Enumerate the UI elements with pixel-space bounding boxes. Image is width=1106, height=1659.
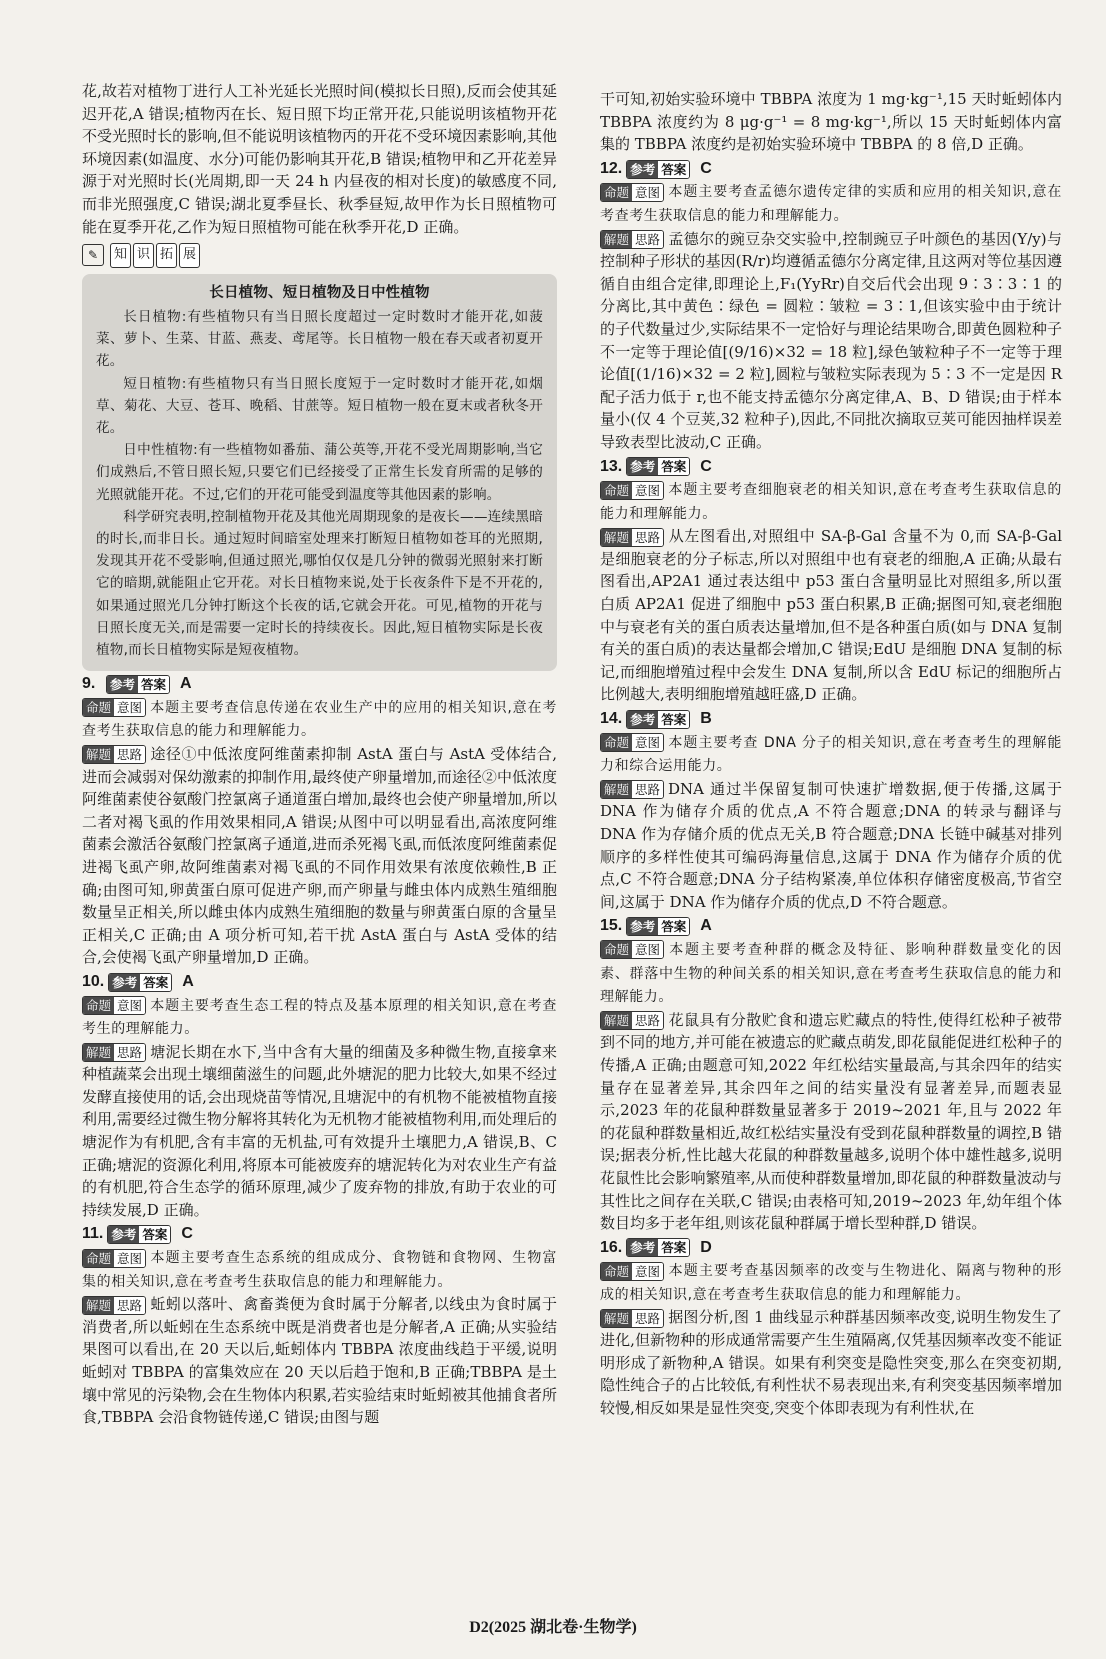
knowledge-paragraph: 长日植物:有些植物只有当日照长度超过一定时数时才能开花,如菠菜、萝卜、生菜、甘蓝、燕麦、鸢尾等。长日植物一般在春天或者初夏开花。 <box>96 308 543 370</box>
knowledge-box-title: 长日植物、短日植物及日中性植物 <box>209 284 430 301</box>
answer-letter: C <box>700 457 712 475</box>
answer-row: 14. 参考 答案 B <box>600 708 1062 731</box>
question-13: 13. 参考 答案 C 命题 意图 本题主要考查细胞衰老的相关知识,意在考查考生获取信息的能力和理解能力。 解题 思路 从左图看出,对照组中 SA-β-Gal 含量不为 0,而 SA-β-Gal 是细胞衰老的分子标志,所以对照组中也有衰老的细胞,A 正确;从最右图看出,AP2A1 通过表达组中 p53 蛋白含量明显比对照组多,所以蛋白质 AP2A1 促进了细胞中 p53 蛋白积累,B 正确;据图可知,衰老细胞中与衰老有关的蛋白质表达量增加,但不是各种蛋白质(如与 DNA 复制有关的蛋白质)的表达量都会增加,C 错误;EdU 是细胞 DNA 复制的标记,而细胞增殖过程中会发生 DNA 复制,所以含 EdU 标记的细胞所占比例越大,表明细胞增殖越旺盛,D 正确。 <box>600 457 1062 704</box>
answer-letter: C <box>181 1225 193 1243</box>
knowledge-box <box>82 274 557 671</box>
answer-row: 9. 参考 答案 A <box>82 673 557 696</box>
knowledge-extension-header <box>82 242 557 268</box>
question-14: 14. 参考 答案 B 命题 意图 本题主要考查 DNA 分子的相关知识,意在考查考生的理解能力和综合运用能力。 解题 思路 DNA 通过半保留复制可快速扩增数据,便于传播,这属于 DNA 作为储存介质的优点,A 不符合题意;DNA 的转录与翻译与 DNA 作为存储介质的优点无关,B 符合题意;DNA 长链中碱基对排列顺序的多样性使其可编码海量信息,这属于 DNA 作为储存介质的优点,C 不符合题意;DNA 分子结构紧凑,单位体积存储密度极高,节省空间,这属于 DNA 作为储存介质的优点,D 不符合题意。 <box>600 710 1062 911</box>
answer-letter: C <box>700 159 712 177</box>
right-column <box>600 88 1062 1419</box>
knowledge-extension-label: 知 识 拓 展 <box>110 242 202 268</box>
question-16: 16. 参考 答案 D 命题 意图 本题主要考查基因频率的改变与生物进化、隔离与物种的形成的相关知识,意在考查考生获取信息的能力和理解能力。 解题 思路 据图分析,图 1 曲线显示种群基因频率改变,说明生物发生了进化,但新物种的形成通常需要产生生殖隔离,仅凭基因频率改变不能证明形成了新物种,A 错误。如果有利突变是隐性突变,那么在突变初期,隐性纯合子的占比较低,有利性状不易表现出来,有利突变基因频率增加较慢,相反如果是显性突变,突变个体即表现为有利性状,在 <box>600 1238 1062 1417</box>
knowledge-paragraph: 日中性植物:有一些植物如番茄、蒲公英等,开花不受光周期影响,当它们成熟后,不管日照长短,只要它们已经接受了正常生长发育所需的足够的光照就能开花。不过,它们的开花可能受到温度等其他因素的影响。 <box>96 442 543 503</box>
answer-row: 15. 参考 答案 A <box>600 915 1062 938</box>
knowledge-paragraph: 短日植物:有些植物只有当日照长度短于一定时数时才能开花,如烟草、菊花、大豆、苍耳、晚稻、甘蔗等。短日植物一般在夏末或者秋冬开花。 <box>96 375 543 436</box>
book-icon: ✎ <box>82 244 104 266</box>
answer-row: 11. 参考 答案 C <box>82 1223 557 1246</box>
question-12: 12. 参考 答案 C 命题 意图 本题主要考查孟德尔遗传定律的实质和应用的相关知识,意在考查考生获取信息的能力和理解能力。 解题 思路 孟德尔的豌豆杂交实验中,控制豌豆子叶颜色的基因(Y/y)与控制种子形状的基因(R/r)均遵循孟德尔分离定律,且这两对等位基因遵循自由组合定律,即理论上,F₁(YyRr)自交后代会出现 9∶3∶3∶1 的分离比,其中黄色∶绿色 = 圆粒∶皱粒 = 3∶1,但该实验中由于统计的子代数量过少,实际结果不一定恰好与理论结果吻合,即黄色圆粒种子不一定等于理论值[(9/16)×32 = 18 粒],绿色皱粒种子不一定等于理论值[(1/16)×32 = 2 粒],圆粒与皱粒实际表现为 5∶3 不一定是因 R 配子活力低于 r,也不能支持孟德尔分离定律,A、B、D 错误;由于样本量小(仅 4 个豆荚,32 粒种子),因此,不同批次摘取豆荚可能因抽样误差导致表型比波动,C 正确。 <box>600 159 1062 451</box>
continued-paragraph: 干可知,初始实验环境中 TBBPA 浓度为 1 mg·kg⁻¹,15 天时蚯蚓体内 TBBPA 浓度约为 8 μg·g⁻¹ = 8 mg·kg⁻¹,所以 15 天时蚯蚓体内富集的 TBBPA 浓度约是初始实验环境中 TBBPA 的 8 倍,D 正确。 <box>600 90 1062 154</box>
answer-row: 12. 参考 答案 C <box>600 158 1062 181</box>
question-15: 15. 参考 答案 A 命题 意图 本题主要考查种群的概念及特征、影响种群数量变化的因素、群落中生物的种间关系的相关知识,意在考查考生获取信息的能力和理解能力。 解题 思路 花鼠具有分散贮食和遗忘贮藏点的特性,使得红松种子被带到不同的地方,并可能在被遗忘的贮藏点萌发,即花鼠能促进红松种子的传播,A 正确;由题意可知,2022 年红松结实量最高,与其余四年的结实量存在显著差异,其余四年之间的结实量没有显著差异,而题表显示,2023 年的花鼠种群数量显著多于 2019~2021 年,且与 2022 年的花鼠种群数量相近,故红松结实量没有受到花鼠种群数量的调控,B 错误;据表分析,性比越大花鼠的种群数量越多,说明个体中雄性越多,说明花鼠性比会影响繁殖率,从而使种群数量增加,即花鼠的种群数量波动与其性比之间存在关联,C 错误;由表格可知,2019~2023 年,幼年组个体数目均多于老年组,则该花鼠种群属于增长型种群,D 错误。 <box>600 917 1062 1233</box>
answer-letter: D <box>700 1238 712 1256</box>
answer-row: 10. 参考 答案 A <box>82 971 557 994</box>
answer-letter: A <box>700 917 712 935</box>
answer-row: 13. 参考 答案 C <box>600 456 1062 479</box>
page-footer: D2(2025 湖北卷·生物学) <box>469 1619 637 1636</box>
answer-row: 16. 参考 答案 D <box>600 1237 1062 1260</box>
intro-paragraph: 花,故若对植物丁进行人工补光延长光照时间(模拟长日照),反而会使其延迟开花,A 错误;植物丙在长、短日照下均正常开花,只能说明该植物开花不受光照时长的影响,但不能说明该植物丙的开花不受环境因素影响,其他环境因素(如温度、水分)可能仍影响其开花,B 错误;植物甲和乙开花差异源于对光照时长(光周期,即一天 24 h 内昼夜的相对长度)的敏感度不同,而非光照强度,C 错误;湖北夏季昼长、秋季昼短,故甲作为长日照植物可能在夏季开花,乙作为短日照植物可能在秋季开花,D 正确。 <box>82 82 557 236</box>
left-column <box>82 80 557 1429</box>
knowledge-paragraph: 科学研究表明,控制植物开花及其他光周期现象的是夜长——连续黑暗的时长,而非日长。通过短时间暗室处理来打断短日植物如苍耳的光照期,发现其开花不受影响,但通过照光,哪怕仅仅是几分钟的微弱光照射来打断它的暗期,就能阻止它开花。对长日植物来说,处于长夜条件下是不开花的,如果通过照光几分钟打断这个长夜的话,它就会开花。可见,植物的开花与日照长度无关,而是需要一定时长的持续夜长。因此,短日植物实际是长夜植物,而长日植物实际是短夜植物。 <box>96 508 543 658</box>
question-10: 10. 参考 答案 A 命题 意图 本题主要考查生态工程的特点及基本原理的相关知识,意在考查考生的理解能力。 解题 思路 塘泥长期在水下,当中含有大量的细菌及多种微生物,直接拿来种植蔬菜会出现土壤细菌滋生的问题,此外塘泥的肥力比较大,如果不经过发酵直接使用的话,会出现烧苗等情况,且塘泥中的有机物不能被植物直接利用,需要经过微生物分解将其转化为无机物才能被植物利用,而处理后的塘泥作为有机肥,含有丰富的无机盐,可有效提升土壤肥力,A 错误,B、C 正确;塘泥的资源化利用,将原本可能被废弃的塘泥转化为对农业生产有益的有机肥,符合生态学的循环原理,减少了废弃物的排放,有助于农业的可持续发展,D 正确。 <box>82 972 557 1219</box>
answer-letter: B <box>700 710 712 728</box>
question-9: 9. 参考 答案 A 命题 意图 本题主要考查信息传递在农业生产中的应用的相关知识,意在考查考生获取信息的能力和理解能力。 解题 思路 途径①中低浓度阿维菌素抑制 AstA 蛋白与 AstA 受体结合,进而会减弱对保幼激素的抑制作用,最终使产卵量增加,而途径②中低浓度阿维菌素使谷氨酸门控氯离子通道蛋白增加,最终也会使产卵量增加,所以二者对褐飞虱的作用效果相同,A 错误;从图中可以明显看出,高浓度阿维菌素会激活谷氨酸门控氯离子通道,进而杀死褐飞虱,而低浓度阿维菌素促进褐飞虱产卵,故阿维菌素对褐飞虱的不同作用效果有浓度依赖性,B 正确;由图可知,卵黄蛋白原可促进产卵,而产卵量与雌虫体内成熟生殖细胞数量呈正相关,所以雌虫体内成熟生殖细胞的数量与卵黄蛋白原的含量呈正相关,C 正确;由 A 项分析可知,若干扰 AstA 蛋白与 AstA 受体的结合,会使褐飞虱产卵量增加,D 正确。 <box>82 675 557 967</box>
answer-letter: A <box>180 675 192 693</box>
answer-letter: A <box>182 972 194 990</box>
question-11: 11. 参考 答案 C 命题 意图 本题主要考查生态系统的组成成分、食物链和食物网、生物富集的相关知识,意在考查考生获取信息的能力和理解能力。 解题 思路 蚯蚓以落叶、禽畜粪便为食时属于分解者,以线虫为食时属于消费者,所以蚯蚓在生态系统中既是消费者也是分解者,A 正确;从实验结果图可以看出,在 20 天以后,蚯蚓体内 TBBPA 浓度曲线趋于平缓,说明蚯蚓对 TBBPA 的富集效应在 20 天以后趋于饱和,B 正确;TBBPA 是土壤中常见的污染物,会在生物体内积累,若实验结束时蚯蚓被其他捕食者所食,TBBPA 会沿食物链传递,C 错误;由图与题 <box>82 1225 557 1427</box>
